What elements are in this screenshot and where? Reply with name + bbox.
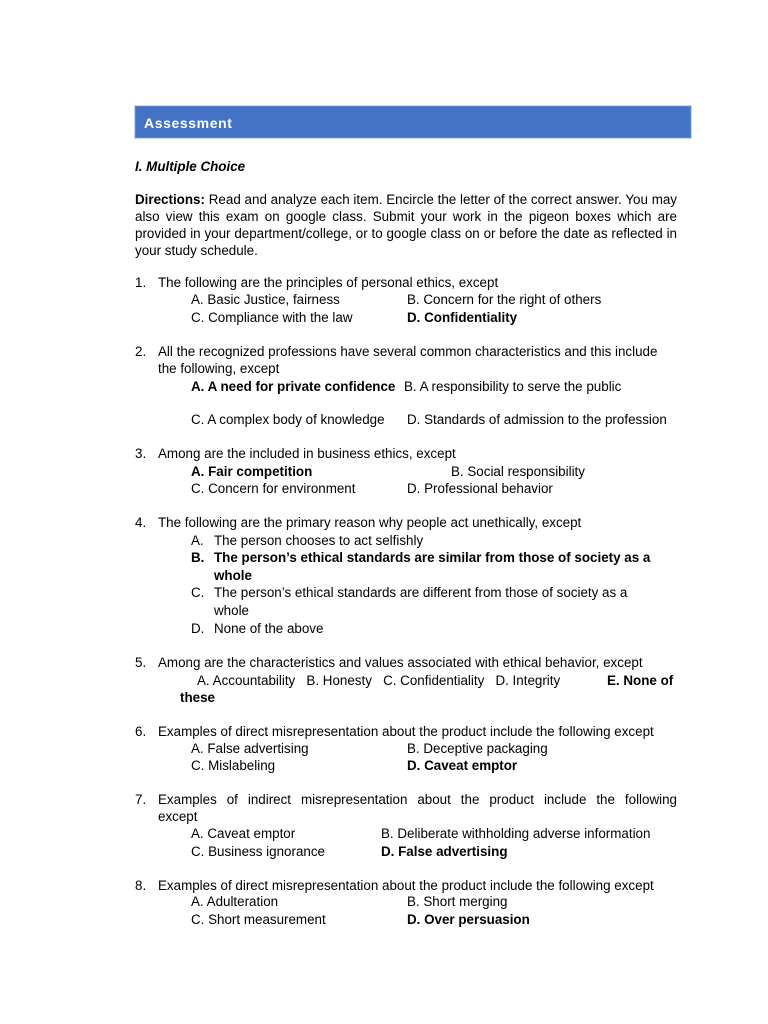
option-e-answer: E. None of [607, 673, 674, 688]
option-d: D. Professional behavior [407, 481, 553, 496]
option-b: B. Deliberate withholding adverse information [381, 826, 651, 841]
option-d-answer: D. Over persuasion [407, 912, 530, 927]
question-stem: Examples of direct misrepresentation about the product include the following except [158, 878, 654, 893]
option-e-answer-line2: these [180, 690, 215, 705]
option-c: C. Mislabeling [191, 758, 276, 773]
option-text-line2: whole [214, 603, 249, 618]
option-letter: D. [191, 621, 205, 636]
option-c: C. Concern for environment [191, 481, 356, 496]
option-d-answer: D. False advertising [381, 844, 508, 859]
option-c: C. Short measurement [191, 912, 326, 927]
question-stem-line1: Examples of indirect misrepresentation about the product include the following [158, 792, 677, 807]
option-b: B. Concern for the right of others [407, 292, 602, 307]
question-number: 5. [135, 655, 147, 670]
question-stem-line2: except [158, 809, 198, 824]
assessment-title: Assessment [144, 115, 233, 131]
option-d-answer: D. Confidentiality [407, 310, 518, 325]
option-c: C. Business ignorance [191, 844, 325, 859]
question-number: 7. [135, 792, 147, 807]
option-b: B. A responsibility to serve the public [404, 379, 622, 394]
question-stem: The following are the principles of personal ethics, except [158, 275, 499, 290]
directions-label: Directions: [135, 192, 205, 207]
option-a: A. Basic Justice, fairness [191, 292, 340, 307]
option-b: B. Deceptive packaging [407, 741, 548, 756]
option-d-answer: D. Caveat emptor [407, 758, 518, 773]
option-a-answer: A. A need for private confidence [191, 379, 396, 394]
question-number: 3. [135, 446, 147, 461]
question-stem: Among are the characteristics and values associated with ethical behavior, except [158, 655, 643, 670]
option-c: C. A complex body of knowledge [191, 412, 385, 427]
option-a: A. Adulteration [191, 894, 279, 909]
question-number: 2. [135, 344, 147, 359]
option-text-answer-line2: whole [214, 568, 252, 583]
question-stem-line1: All the recognized professions have several common characteristics and this include [158, 344, 658, 359]
option-c: C. Compliance with the law [191, 310, 353, 325]
option-letter: A. [191, 533, 204, 548]
question-number: 6. [135, 724, 147, 739]
question-number: 1. [135, 275, 147, 290]
question-stem: Examples of direct misrepresentation about the product include the following except [158, 724, 654, 739]
question-stem: The following are the primary reason why people act unethically, except [158, 515, 582, 530]
directions-paragraph [135, 191, 677, 259]
option-d: D. Standards of admission to the profession [407, 412, 667, 427]
question-stem: Among are the included in business ethics, except [158, 446, 456, 461]
option-text: None of the above [214, 621, 324, 636]
options-line: A. Accountability B. Honesty C. Confidentiality D. Integrity [197, 673, 561, 688]
assessment-header-bar [135, 106, 691, 138]
option-a-answer: A. Fair competition [191, 464, 313, 479]
option-b: B. Short merging [407, 894, 508, 909]
option-a: A. False advertising [191, 741, 309, 756]
question-stem-line2: the following, except [158, 361, 280, 376]
question-number: 4. [135, 515, 147, 530]
section-title: I. Multiple Choice [135, 159, 246, 174]
option-text-answer: The person’s ethical standards are similar from those of society as a [214, 550, 651, 565]
option-text: The person chooses to act selfishly [214, 533, 424, 548]
directions-text: Read and analyze each item. Encircle the letter of the correct answer. You may also view this exam on google class. Submit your work in the pigeon boxes which are provided in your department/college, or to google class on or before the date as reflected in your study schedule. [135, 192, 677, 258]
option-text: The person’s ethical standards are different from those of society as a [214, 585, 628, 600]
option-b: B. Social responsibility [451, 464, 585, 479]
option-a: A. Caveat emptor [191, 826, 296, 841]
option-letter: C. [191, 585, 205, 600]
question-number: 8. [135, 878, 147, 893]
option-letter-answer: B. [191, 550, 205, 565]
